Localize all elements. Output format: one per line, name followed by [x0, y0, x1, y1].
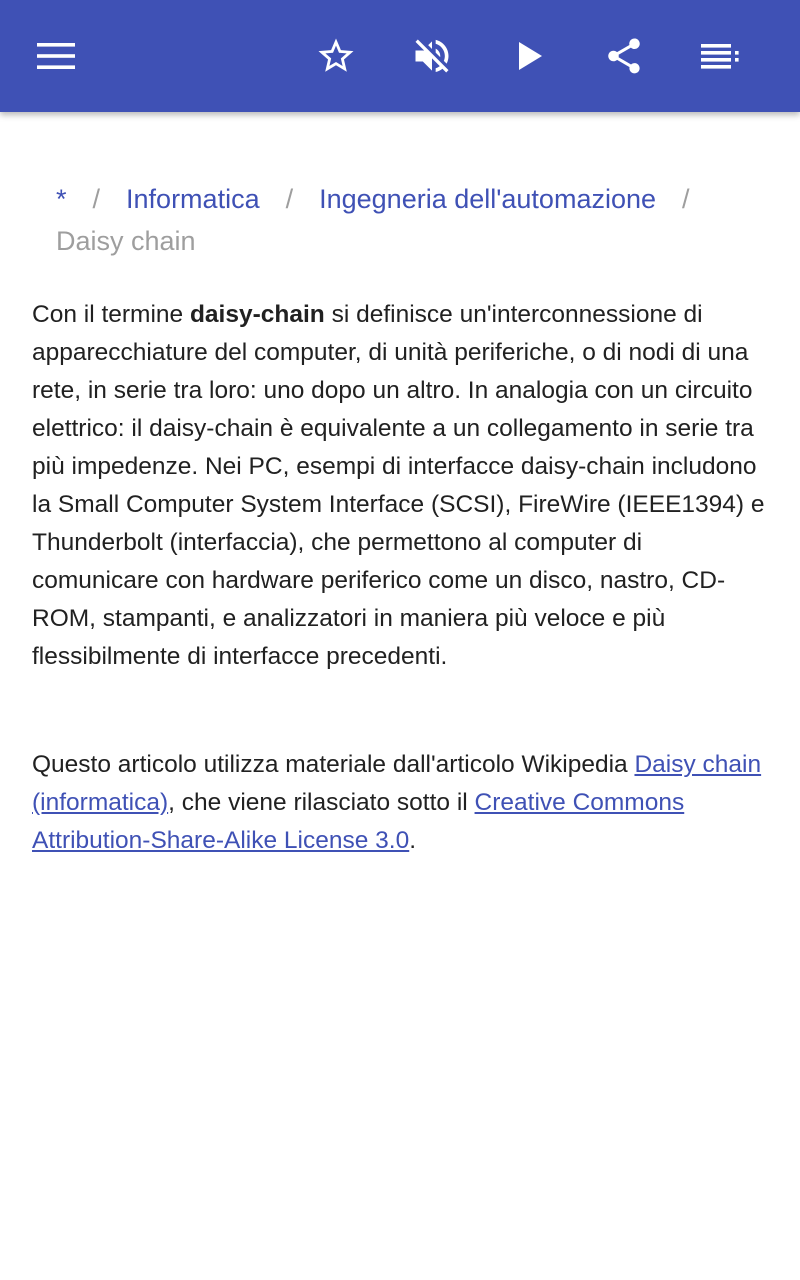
article-term: daisy-chain [189, 301, 325, 328]
article-text: si definisce un'interconnessione di apparecchiature del computer, di unità periferiche, o di nodi di una rete, in serie tra loro: uno dopo un altro. In analogia con un circuito elettrico: il daisy-chain è equivalente a un collegamento in serie tra più impedenze. Nei PC, esempi di interfacce daisy-chain includono la Small Computer System Interface (SCSI), FireWire (IEEE1394) e Thunderbolt (interfaccia), che permettono al computer di comunicare con hardware periferico come un disco, nastro, CD-ROM, stampanti, e analizzatori in maniera più veloce e più flessibilmente di interfacce precedenti. [32, 301, 765, 670]
app-bar [0, 0, 800, 112]
volume-off-icon [410, 34, 454, 78]
article-body [32, 296, 772, 676]
favorite-button[interactable] [308, 28, 364, 84]
mute-button[interactable] [404, 28, 460, 84]
breadcrumb-item-informatica[interactable]: Informatica [126, 184, 260, 214]
license-link[interactable]: Creative Commons Attribution-Share-Alike License 3.0 [32, 789, 685, 854]
attribution-prefix: Questo articolo utilizza materiale dall'articolo Wikipedia [32, 751, 635, 778]
playlist-icon [701, 43, 739, 69]
star-outline-icon [315, 35, 357, 77]
attribution [32, 746, 772, 860]
source-article-link[interactable]: Daisy chain (informatica) [32, 751, 762, 816]
breadcrumb-separator: / [285, 184, 294, 214]
content-area [0, 112, 800, 1280]
play-icon [516, 40, 544, 72]
contents-button[interactable] [692, 28, 748, 84]
menu-icon [37, 42, 75, 70]
share-button[interactable] [596, 28, 652, 84]
breadcrumb-item-home[interactable]: * [56, 184, 67, 214]
share-icon [603, 35, 645, 77]
article-intro: Con il termine [32, 301, 190, 328]
attribution-middle: , che viene rilasciato sotto il [168, 789, 475, 816]
breadcrumb-separator: / [682, 184, 690, 214]
breadcrumb [56, 178, 756, 262]
article-paragraph [32, 296, 772, 676]
breadcrumb-separator: / [92, 184, 101, 214]
play-button[interactable] [502, 28, 558, 84]
attribution-suffix: . [409, 827, 417, 854]
breadcrumb-current: Daisy chain [56, 226, 196, 256]
breadcrumb-item-automazione[interactable]: Ingegneria dell'automazione [319, 184, 657, 214]
menu-button[interactable] [28, 28, 84, 84]
